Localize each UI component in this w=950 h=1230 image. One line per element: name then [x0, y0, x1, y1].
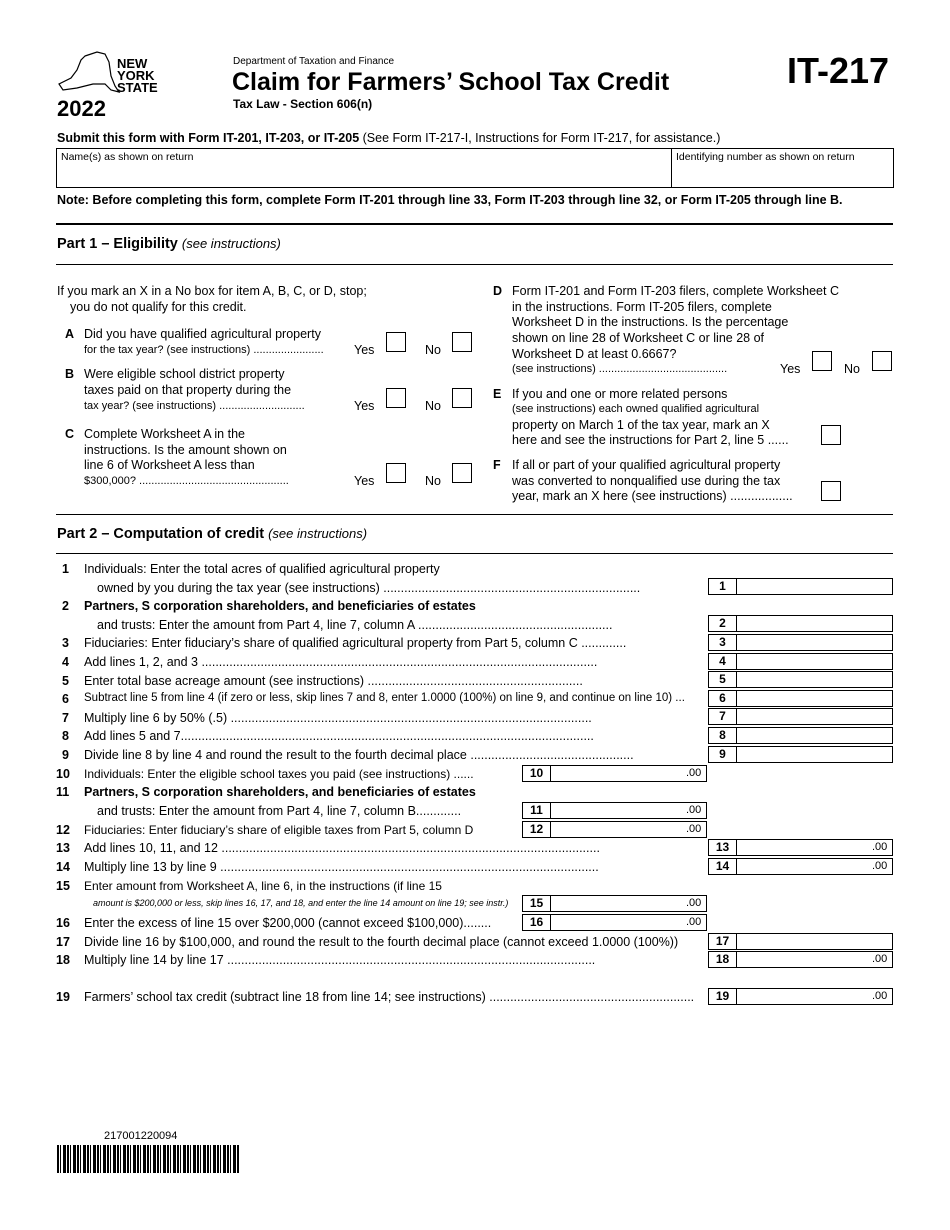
part2-heading: [57, 526, 367, 542]
name-label: Name(s) as shown on return: [61, 151, 194, 163]
item-d-line6: (see instructions) ..........................................: [512, 363, 728, 375]
item-d-line1: Form IT-201 and Form IT-203 filers, complete Worksheet C: [512, 284, 839, 298]
item-c-no-label: No: [425, 474, 441, 488]
form-year: 2022: [57, 96, 106, 121]
item-e-checkbox[interactable]: [821, 425, 841, 445]
item-a-yes-checkbox[interactable]: [386, 332, 406, 352]
part1-title: Part 1 – Eligibility: [57, 236, 178, 252]
item-a-yes-label: Yes: [354, 343, 375, 357]
line-14-cents: .00: [872, 860, 888, 872]
item-c-line3: line 6 of Worksheet A less than: [84, 458, 255, 472]
item-a-line1: Did you have qualified agricultural property: [84, 327, 321, 341]
line-18-cents: .00: [872, 953, 888, 965]
part1-hint: (see instructions): [181, 236, 281, 251]
line-12-text: Fiduciaries: Enter fiduciary’s share of eligible taxes from Part 5, column D: [84, 823, 474, 837]
line-2-text-a: Partners, S corporation shareholders, and beneficiaries of estates: [84, 599, 476, 613]
item-d-letter: D: [493, 284, 503, 298]
item-d-line5: Worksheet D at least 0.6667?: [512, 347, 677, 361]
line-11-cents: .00: [686, 804, 702, 816]
barcode: [57, 1145, 239, 1173]
form-subtitle: Tax Law - Section 606(n): [233, 97, 373, 111]
line-17-text: Divide line 16 by $100,000, and round the result to the fourth decimal place (cannot exceed 1.0000 (100%)): [84, 935, 679, 949]
line-3-text: Fiduciaries: Enter fiduciary’s share of qualified agricultural property from Part 5, column C .............: [84, 636, 627, 650]
item-f-line3: year, mark an X here (see instructions) ..................: [512, 489, 793, 503]
line-13-cents: .00: [872, 841, 888, 853]
id-label: Identifying number as shown on return: [676, 151, 855, 163]
item-d-line2: in the instructions. Form IT-205 filers, complete: [512, 300, 772, 314]
item-e-line1: If you and one or more related persons: [512, 387, 728, 401]
line-6-text: Subtract line 5 from line 4 (if zero or less, skip lines 7 and 8, enter 1.0000 (100%) on line 9, and continue on line 10) ...: [84, 692, 685, 704]
item-f-checkbox[interactable]: [821, 481, 841, 501]
item-d-yes-label: Yes: [780, 362, 801, 376]
item-a-no-label: No: [425, 343, 441, 357]
form-title: Claim for Farmers’ School Tax Credit: [232, 68, 670, 96]
item-e-letter: E: [493, 387, 502, 401]
line-10-text: Individuals: Enter the eligible school taxes you paid (see instructions) ......: [84, 767, 474, 781]
item-c-yes-label: Yes: [354, 474, 375, 488]
item-d-line4: shown on line 28 of Worksheet C or line 28 of: [512, 331, 764, 345]
item-a-letter: A: [65, 327, 75, 341]
name-field[interactable]: [57, 149, 671, 187]
item-d-yes-checkbox[interactable]: [812, 351, 832, 371]
line-19-cents: .00: [872, 990, 888, 1002]
barcode-number: 217001220094: [104, 1130, 178, 1142]
line-11-text-b: and trusts: Enter the amount from Part 4, line 7, column B.............: [97, 804, 462, 818]
submit-line-bold: Submit this form with Form IT-201, IT-203, or IT-205: [57, 131, 360, 145]
item-a-no-checkbox[interactable]: [452, 332, 472, 352]
part2-title: Part 2 – Computation of credit: [57, 526, 265, 542]
department: Department of Taxation and Finance: [233, 56, 395, 67]
id-field[interactable]: [672, 149, 893, 187]
item-b-yes-checkbox[interactable]: [386, 388, 406, 408]
form-number: IT-217: [787, 50, 890, 91]
name-id-box: [56, 148, 894, 188]
item-d-line3: Worksheet D in the instructions. Is the percentage: [512, 315, 789, 329]
line-14-text: Multiply line 13 by line 9 .............................................................................................................: [84, 860, 599, 874]
item-b-no-label: No: [425, 399, 441, 413]
item-b-letter: B: [65, 367, 75, 381]
submit-line-rest: (See Form IT-217-I, Instructions for Form IT-217, for assistance.): [362, 131, 721, 145]
part1-intro-a: If you mark an X in a No box for item A, B, C, or D, stop;: [57, 284, 367, 298]
logo-york: YORK: [117, 68, 155, 83]
item-e-line2: (see instructions) each owned qualified agricultural: [512, 403, 760, 415]
line-2-text-b: and trusts: Enter the amount from Part 4, line 7, column A ........................................................: [97, 618, 613, 632]
line-7-text: Multiply line 6 by 50% (.5) ........................................................................................................: [84, 711, 592, 725]
line-12-cents: .00: [686, 823, 702, 835]
logo-new: NEW: [117, 56, 148, 71]
item-b-line1: Were eligible school district property: [84, 367, 285, 381]
nys-logo: [57, 50, 172, 120]
line-11-text-a: Partners, S corporation shareholders, and beneficiaries of estates: [84, 785, 476, 799]
line-1-text-b: owned by you during the tax year (see instructions) ..........................................................................: [97, 581, 641, 595]
item-a-line2: for the tax year? (see instructions) .......................: [84, 344, 324, 356]
item-c-line1: Complete Worksheet A in the: [84, 427, 245, 441]
line-18-text: Multiply line 14 by line 17 ..........................................................................................................: [84, 953, 596, 967]
line-16-text: Enter the excess of line 15 over $200,000 (cannot exceed $100,000)........: [84, 916, 492, 930]
item-c-line4: $300,000? .................................................: [84, 475, 289, 487]
part2-hint: (see instructions): [268, 526, 368, 541]
item-f-line1: If all or part of your qualified agricultural property: [512, 458, 781, 472]
line-15-text-b: amount is $200,000 or less, skip lines 16, 17, and 18, and enter the line 14 amount on line 19; see instr.): [93, 898, 509, 908]
item-e-line3: property on March 1 of the tax year, mark an X: [512, 418, 770, 432]
line-4-text: Add lines 1, 2, and 3 ..................................................................................................................: [84, 655, 598, 669]
line-1-text-a: Individuals: Enter the total acres of qualified agricultural property: [84, 562, 440, 576]
line-8-text: Add lines 5 and 7.......................................................................................................................: [84, 729, 594, 743]
submit-line: [57, 131, 720, 145]
item-b-line3: tax year? (see instructions) ............................: [84, 400, 305, 412]
item-f-line2: was converted to nonqualified use during the tax: [512, 474, 781, 488]
item-d-no-label: No: [844, 362, 860, 376]
item-c-no-checkbox[interactable]: [452, 463, 472, 483]
line-9-text: Divide line 8 by line 4 and round the result to the fourth decimal place ...............................................: [84, 748, 634, 762]
item-e-line4: here and see the instructions for Part 2, line 5 ......: [512, 433, 789, 447]
logo-state: STATE: [117, 80, 158, 95]
item-d-no-checkbox[interactable]: [872, 351, 892, 371]
item-c-yes-checkbox[interactable]: [386, 463, 406, 483]
item-b-yes-label: Yes: [354, 399, 375, 413]
line-10-cents: .00: [686, 767, 702, 779]
item-b-line2: taxes paid on that property during the: [84, 383, 292, 397]
line-15-text-a: Enter amount from Worksheet A, line 6, in the instructions (if line 15: [84, 879, 442, 893]
item-f-letter: F: [493, 458, 501, 472]
line-13-text: Add lines 10, 11, and 12 .............................................................................................................: [84, 841, 600, 855]
item-c-line2: instructions. Is the amount shown on: [84, 443, 287, 457]
line-19-text: Farmers’ school tax credit (subtract line 18 from line 14; see instructions) ...........................................................: [84, 990, 695, 1004]
note: Note: Before completing this form, complete Form IT-201 through line 33, Form IT-203 through line 32, or Form IT-205 through line B.: [57, 193, 843, 207]
part1-heading: [57, 236, 281, 252]
item-b-no-checkbox[interactable]: [452, 388, 472, 408]
line-16-cents: .00: [686, 916, 702, 928]
item-c-letter: C: [65, 427, 75, 441]
line-5-text: Enter total base acreage amount (see instructions) ..............................................................: [84, 674, 583, 688]
line-15-cents: .00: [686, 897, 702, 909]
part1-intro-b: you do not qualify for this credit.: [70, 300, 247, 314]
